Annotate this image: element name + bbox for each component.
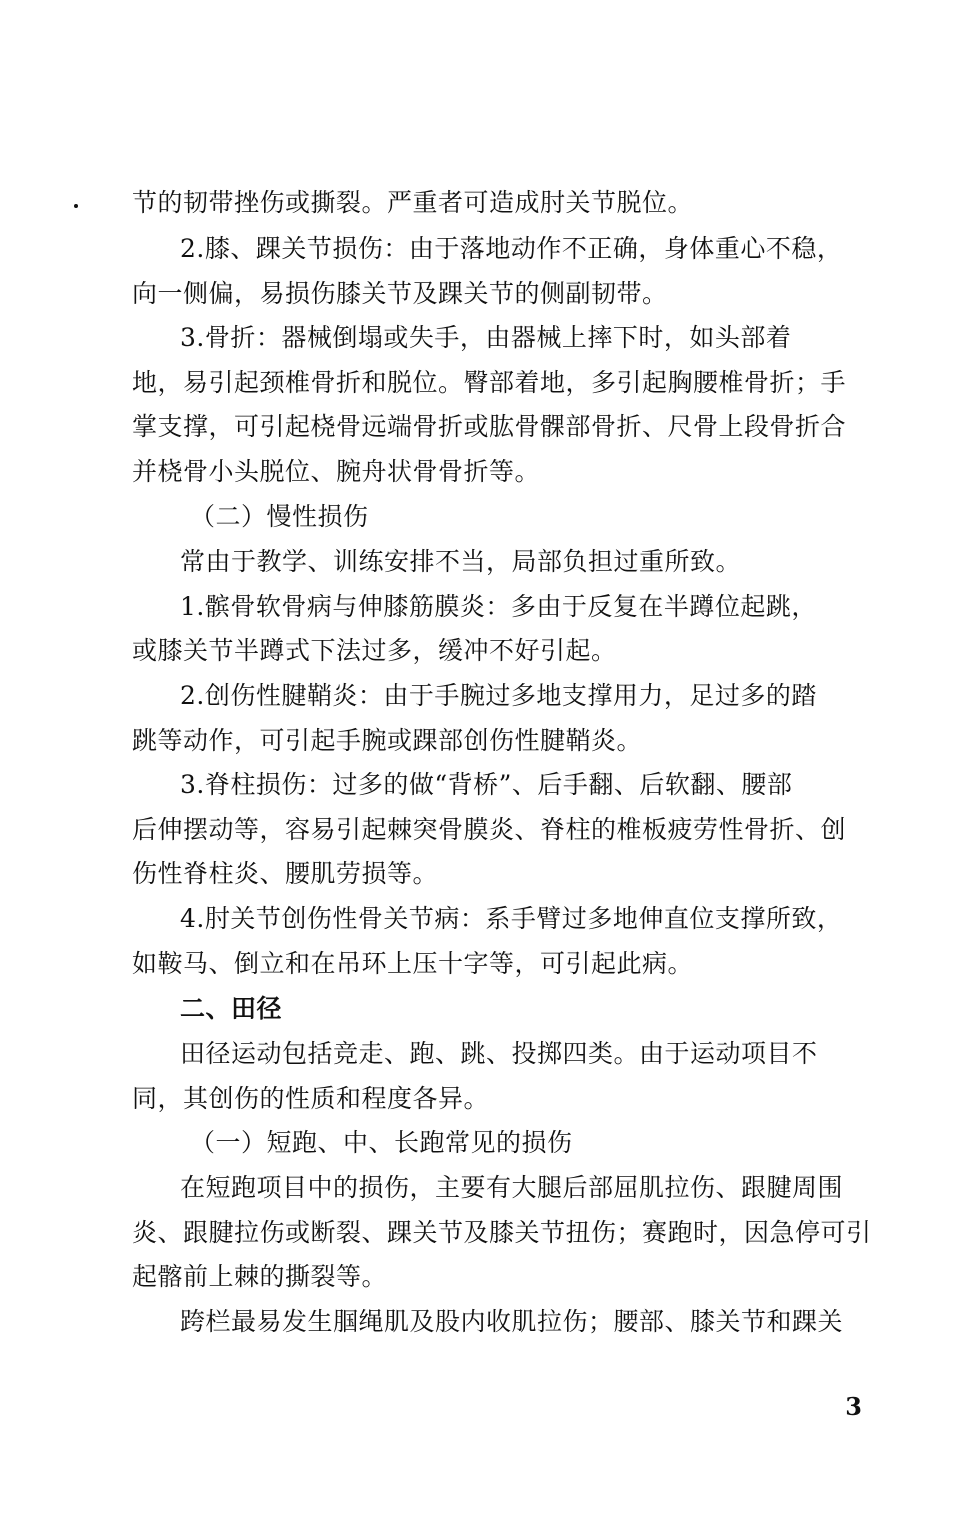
text-line: 3.脊柱损伤：过多的做“背桥”、后手翻、后软翻、腰部 [180,770,793,799]
text-line: 田径运动包括竞走、跑、跳、投掷四类。由于运动项目不 [180,1039,818,1068]
text-line: 或膝关节半蹲式下法过多，缓冲不好引起。 [132,636,617,665]
text-line: 节的韧带挫伤或撕裂。严重者可造成肘关节脱位。 [132,188,694,217]
page-number: 3 [845,1392,862,1421]
text-line: 掌支撑，可引起桡骨远端骨折或肱骨髁部骨折、尺骨上段骨折合 [132,412,847,441]
section-subheading: （二）慢性损伤 [190,502,369,531]
text-line: 2.创伤性腱鞘炎：由于手腕过多地支撑用力，足过多的踏 [180,681,817,710]
text-line: 向一侧偏，易损伤膝关节及踝关节的侧副韧带。 [132,279,668,308]
text-line: 3.骨折：器械倒塌或失手，由器械上摔下时，如头部着 [180,323,792,352]
text-line: 同，其创伤的性质和程度各异。 [132,1084,490,1113]
text-line: 后伸摆动等，容易引起棘突骨膜炎、脊柱的椎板疲劳性骨折、创 [132,815,847,844]
text-line: 1.髌骨软骨病与伸膝筋膜炎：多由于反复在半蹲位起跳， [180,592,817,621]
section-subheading: （一）短跑、中、长跑常见的损伤 [190,1128,573,1157]
text-line: 4.肘关节创伤性骨关节病：系手臂过多地伸直位支撑所致， [180,904,843,933]
text-line: 跨栏最易发生腘绳肌及股内收肌拉伤；腰部、膝关节和踝关 [180,1307,844,1336]
text-line: 起髂前上棘的撕裂等。 [132,1262,388,1291]
text-line: 并桡骨小头脱位、腕舟状骨骨折等。 [132,457,541,486]
text-line: 跳等动作，可引起手腕或踝部创伤性腱鞘炎。 [132,726,643,755]
text-line: 如鞍马、倒立和在吊环上压十字等，可引起此病。 [132,949,694,978]
text-line: 伤性脊柱炎、腰肌劳损等。 [132,859,439,888]
text-line: 炎、跟腱拉伤或断裂、踝关节及膝关节扭伤；赛跑时，因急停可引 [132,1218,872,1247]
text-line: 常由于教学、训练安排不当，局部负担过重所致。 [180,547,742,576]
text-line: 在短跑项目中的损伤，主要有大腿后部屈肌拉伤、跟腱周围 [180,1173,844,1202]
stray-dot-mark [74,204,78,208]
text-line: 2.膝、踝关节损伤：由于落地动作不正确，身体重心不稳， [180,234,843,263]
section-heading: 二、田径 [180,994,283,1023]
text-line: 地，易引起颈椎骨折和脱位。臀部着地，多引起胸腰椎骨折；手 [132,368,847,397]
